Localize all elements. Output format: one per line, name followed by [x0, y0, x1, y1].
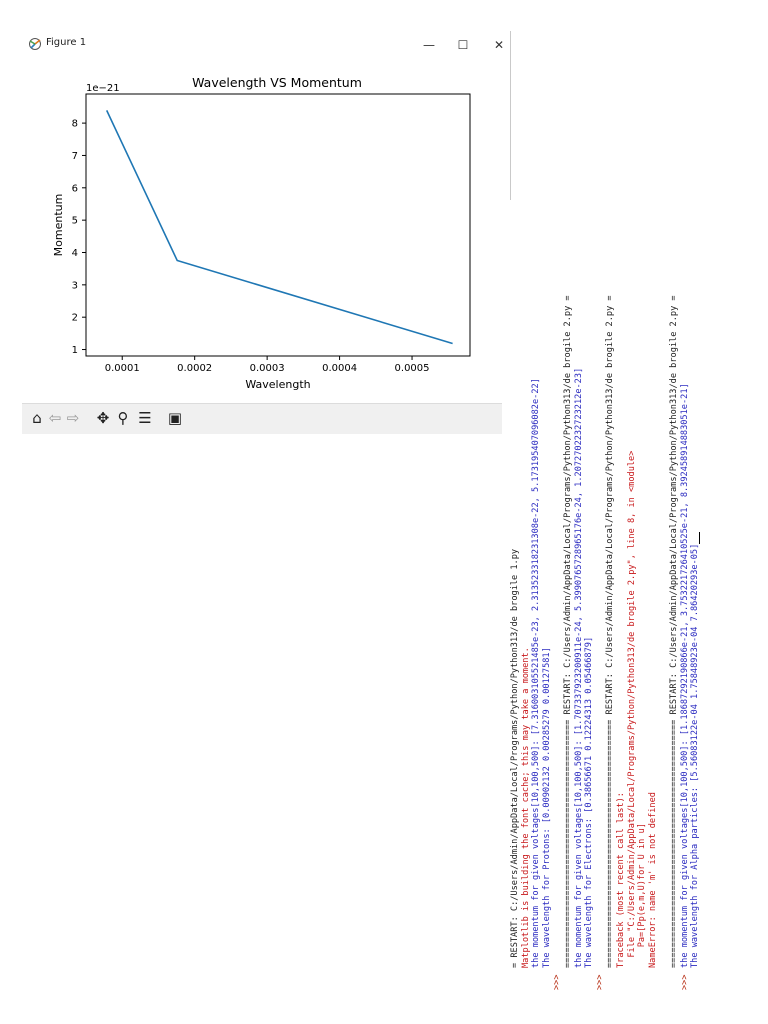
chart-title: Wavelength VS Momentum	[192, 75, 362, 90]
back-icon[interactable]: ⇦	[48, 409, 62, 427]
shell-line: The wavelength for Alpha particles: [5.56083122e-04 1.75848923e-04 7.86420293e-05]	[690, 532, 700, 968]
x-tick-label: 0.0005	[394, 363, 430, 374]
chart	[22, 69, 510, 403]
save-icon[interactable]: ▣	[167, 409, 183, 427]
forward-icon[interactable]: ⇨	[66, 409, 80, 427]
offset-text: 1e−21	[86, 83, 120, 94]
shell-prompt: >>>	[594, 974, 605, 990]
shell-line: ================================================ RESTART: C:/Users/Admin/AppData/Local/Programs/Python/Python313/de brogile 2.py =	[563, 295, 573, 968]
figure-window	[22, 31, 511, 433]
shell-line: the momentum for given voltages[10,100,500]: [1.707337923200911e-24, 5.3990765728965176e-24, 1.2072702232723212e-23]	[573, 367, 584, 968]
x-tick-label: 0.0003	[249, 363, 285, 374]
shell-line: NameError: name 'm' is not defined	[647, 792, 658, 968]
y-tick-label: 8	[71, 118, 78, 130]
configure-icon[interactable]: ☰	[138, 409, 152, 427]
x-tick-label: 0.0002	[177, 363, 213, 374]
pan-icon[interactable]: ✥	[96, 409, 110, 427]
shell-line: the momentum for given voltages[10,100,500]: [7.316003105521485e-23, 2.313523318231308e-22, 5.173195407096082e-22]	[531, 378, 542, 968]
shell-prompt: >>>	[552, 974, 563, 990]
window-title: Figure 1	[46, 37, 87, 48]
plot-area	[86, 94, 470, 356]
shell-line: The wavelength for Protons: [0.00902132 0.00285279 0.00127581]	[541, 647, 552, 968]
y-tick-label: 7	[71, 150, 78, 162]
shell-line: The wavelength for Electrons: [0.38656671 0.12224313 0.05466879]	[584, 636, 595, 968]
x-tick-label: 0.0001	[104, 363, 140, 374]
home-icon[interactable]: ⌂	[32, 409, 42, 427]
shell-line: Pa=[Pp(e,m,U)for U in u]	[637, 823, 648, 968]
shell-line: ================================================ RESTART: C:/Users/Admin/AppData/Local/Programs/Python/Python313/de brogile 2.py =	[605, 295, 616, 968]
y-tick-label: 2	[71, 312, 78, 324]
y-tick-label: 6	[71, 183, 78, 195]
maximize-button[interactable]: ☐	[457, 38, 469, 52]
close-button[interactable]: ✕	[493, 38, 505, 52]
matplotlib-figure-icon	[28, 37, 42, 51]
navigation-toolbar	[22, 403, 510, 434]
shell-line: Traceback (most recent call last):	[616, 792, 626, 968]
x-tick-label: 0.0004	[322, 363, 358, 374]
y-tick-label: 1	[71, 345, 78, 357]
python-shell	[502, 200, 768, 990]
text-cursor	[699, 532, 700, 544]
minimize-button[interactable]: —	[423, 38, 435, 52]
y-tick-label: 3	[71, 280, 78, 292]
shell-line: the momentum for given voltages[10,100,500]: [1.18687292190866e-21, 3.753221726410525e-21, 8.392458914883051e-21]	[679, 383, 690, 968]
shell-line: ================================================ RESTART: C:/Users/Admin/AppData/Local/Programs/Python/Python313/de brogile 2.py =	[669, 295, 679, 968]
series-line	[107, 110, 453, 343]
shell-line: = RESTART: C:/Users/Admin/AppData/Local/Programs/Python/Python313/de brogile 1.py	[510, 548, 520, 968]
shell-prompt: >>>	[679, 974, 690, 990]
y-axis-label: Momentum	[52, 193, 65, 257]
zoom-icon[interactable]: ⚲	[117, 409, 129, 427]
shell-line: Matplotlib is building the font cache; this may take a moment.	[520, 647, 531, 968]
title-bar	[22, 31, 510, 59]
shell-line: File "C:/Users/Admin/AppData/Local/Programs/Python/Python313/de brogile 2.py", line 8, in <module>	[626, 450, 637, 968]
y-tick-label: 4	[71, 247, 78, 259]
x-axis-label: Wavelength	[245, 378, 311, 391]
y-tick-label: 5	[71, 215, 78, 227]
